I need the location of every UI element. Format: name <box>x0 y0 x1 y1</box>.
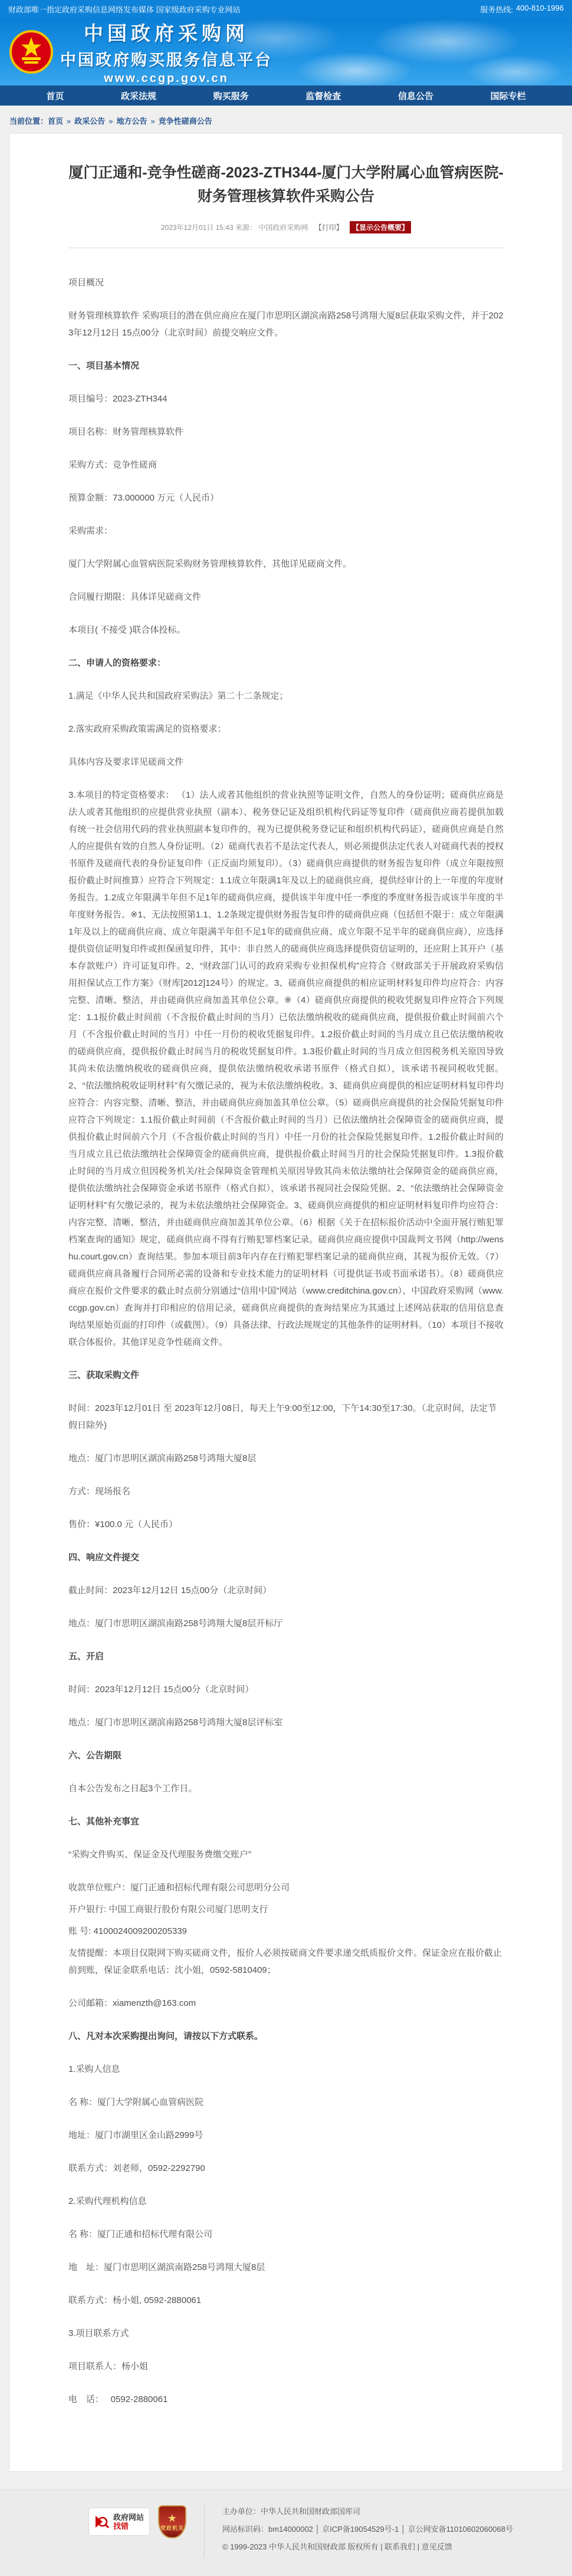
party-gov-badge-label: 党政机关 <box>160 2525 184 2531</box>
footer-divider <box>204 2505 205 2558</box>
shield-star-icon: ★ <box>167 2512 177 2524</box>
breadcrumb-separator: » <box>109 117 113 126</box>
badge-find-line1: 政府网站 <box>113 2513 144 2522</box>
footer-host-line: 主办单位：中华人民共和国财政部国库司 <box>222 2507 361 2516</box>
article-paragraph: 项目概况 <box>68 278 104 288</box>
article-paragraph: 名 称：厦门正通和招标代理有限公司 <box>68 2229 213 2239</box>
print-button[interactable]: 【打印】 <box>314 223 343 232</box>
footer-text <box>222 2505 513 2558</box>
publish-date: 2023年12月01日 15:43 <box>160 223 234 232</box>
article-paragraph: 采购方式：竞争性磋商 <box>68 460 157 470</box>
article-paragraph: 公司邮箱：xiamenzth@163.com <box>68 1998 196 2008</box>
article-paragraph: 合同履行期限：具体详见磋商文件 <box>68 592 202 602</box>
article-paragraph: 2.落实政府采购政策需满足的资格要求： <box>68 724 226 734</box>
site-slogan: 财政部唯一指定政府采购信息网络发布媒体 国家级政府采购专业网站 <box>8 5 241 14</box>
section-heading: 二、申请人的资格要求： <box>68 658 166 668</box>
section-heading: 五、开启 <box>68 1651 104 1662</box>
national-emblem-icon <box>9 30 53 74</box>
article-paragraph: 方式：现场报名 <box>68 1486 131 1496</box>
service-hotline <box>480 4 564 15</box>
section-heading: 八、凡对本次采购提出询问，请按以下方式联系。 <box>68 2031 264 2041</box>
nav-item-purchase-service[interactable]: 购买服务 <box>213 91 249 101</box>
article-paragraph: 地点：厦门市思明区湖滨南路258号鸿翔大厦8层开标厅 <box>68 1618 283 1628</box>
main-nav <box>0 85 572 106</box>
article-paragraph: 收款单位账户：厦门正通和招标代理有限公司思明分公司 <box>68 1883 290 1893</box>
footer-site-code-line: 网站标识码：bm14000002 │ 京ICP备19054529号-1 │ 京公网安备11010602060068号 <box>222 2525 513 2534</box>
show-summary-button[interactable]: 【显示公告概要】 <box>350 221 411 233</box>
article-paragraph: 厦门大学附属心血管病医院采购财务管理核算软件，其他详见磋商文件。 <box>68 559 352 569</box>
breadcrumb-prefix: 当前位置： <box>9 117 48 126</box>
footer-copyright-line: © 1999-2023 中华人民共和国财政部 版权所有 | 联系我们 | 意见反馈 <box>222 2542 452 2551</box>
article-paragraph: 电 话： 0592-2880061 <box>68 2394 168 2404</box>
page-footer <box>0 2489 572 2576</box>
article-paragraph: 本项目( 不接受 )联合体投标。 <box>68 625 186 635</box>
article-paragraph: 预算金额：73.000000 万元（人民币） <box>68 493 219 503</box>
article-paragraph: 时间：2023年12月01日 至 2023年12月08日，每天上午9:00至12:00，下午14:30至17:30。（北京时间，法定节假日除外) <box>68 1403 497 1430</box>
badge-find-line2: 找错 <box>113 2522 129 2531</box>
site-subtitle: 中国政府购买服务信息平台 <box>60 51 272 69</box>
article-paragraph: 联系方式：刘老师，0592-2292790 <box>68 2163 205 2173</box>
article-paragraph: 地点：厦门市思明区湖滨南路258号鸿翔大厦8层 <box>68 1453 257 1463</box>
article-meta <box>68 221 504 233</box>
article-body <box>68 274 504 2408</box>
site-url: www.ccgp.gov.cn <box>104 71 229 85</box>
breadcrumb-link-1[interactable]: 政采公告 <box>74 117 106 126</box>
article-paragraph: 友情提醒：本项目仅限网下购买磋商文件，报价人必须按磋商文件要求递交纸质报价文件。保证金应在报价截止前到账，保证金联系电话：沈小姐，0592-5810409； <box>68 1948 502 1975</box>
party-gov-badge[interactable] <box>158 2505 186 2538</box>
source-name: 中国政府采购网 <box>258 223 308 232</box>
section-heading: 七、其他补充事宜 <box>68 1817 140 1827</box>
article-paragraph: 项目编号：2023-ZTH344 <box>68 394 167 404</box>
nav-item-announcements[interactable]: 信息公告 <box>397 91 433 101</box>
breadcrumb-separator: » <box>150 117 155 126</box>
article-paragraph: 截止时间：2023年12月12日 15点00分（北京时间） <box>68 1585 272 1595</box>
site-logo[interactable] <box>9 18 272 85</box>
article-paragraph: 3.本项目的特定资格要求： （1）法人或者其他组织的营业执照等证明文件，自然人的身份证明；磋商供应商是法人或者其他组织的应提供营业执照（副本）、税务登记证及组织机构代码证等复印件（磋商供应商若提供加载有统一社会信用代码的营业执照副本复印件的，视为已提供税务登记证和组织机构代码证），磋商供应商是自然人的应提供有效的自然人身份证明。（2）磋商代表若不是法定代表人，则必须提供法定代表人对磋商代表的授权书原件及磋商代表的身份证复印件（正反面均须复印）。（3）磋商供应商提供的财务报告复印件（成立年限按照报价截止时间推算）应符合下列规定：1.1成立年限满1年及以上的磋商供应商，提供经审计的上一年度的年度财务报告。1.2成立年限满半年但不足1年的磋商供应商，提供该半年度中任一季度的季度财务报告或该半年度的半年度财务报告。※1、无法按照第1.1、1.2条规定提供财务报告复印件的磋商供应商（包括但不限于：成立年限满1年及以上的磋商供应商、成立年限满半年但不足1年的磋商供应商、成立年限不足半年的磋商供应商），应选择提供资信证明复印件或担保函复印件，其中：非自然人的磋商供应商选择提供资信证明的，还应附上其开户（基本存款账户）许可证复印件。2、“财政部门认可的政府采购专业担保机构”应符合《财政部关于开展政府采购信用担保试点工作方案》（财库[2012]124号）的规定。3、磋商供应商提供的相应证明材料复印件均应符合：内容完整、清晰、整洁，并由磋商供应商加盖其单位公章。※（4）磋商供应商提供的税收凭据复印件应符合下列规定：1.1报价截止时间前（不含报价截止时间的当月）已依法缴纳税收的磋商供应商，提供报价截止时间前六个月（不含报价截止时间的当月）中任一月份的税收凭据复印件。1.2报价截止时间的当月成立且已依法缴纳税收的磋商供应商，提供报价截止时间当月的税收凭据复印件。1.3报价截止时间的当月成立但因税务机关原因导致其尚未依法缴纳税收的磋商供应商，提供依法缴纳税收承诺书原件（格式自拟），该承诺书视同税收凭据。2、“依法缴纳税收证明材料”有欠缴记录的，视为未依法缴纳税收。3、磋商供应商提供的相应证明材料复印件均应符合：内容完整、清晰、整洁，并由磋商供应商加盖其单位公章。（5）磋商供应商提供的社会保险凭据复印件应符合下列规定：1.1报价截止时间前（不含报价截止时间的当月）已依法缴纳社会保障资金的磋商供应商，提供报价截止时间前六个月（不含报价截止时间的当月）中任一月份的社会保险凭据复印件。1.2报价截止时间的当月成立且已依法缴纳社会保障资金的磋商供应商，提供报价截止时间当月的社会保险凭据复印件。1.3报价截止时间的当月成立但因税务机关/社会保障资金管理机关原因导致其尚未依法缴纳社会保障资金的磋商供应商，提供依法缴纳社会保障资金承诺书原件（格式自拟），该承诺书视同社会保险凭据。2、“依法缴纳社会保障资金证明材料”有欠缴记录的，视为未依法缴纳社会保障资金。3、磋商供应商提供的相应证明材料复印件均应符合：内容完整、清晰、整洁，并由磋商供应商加盖其单位公章。（6）根据《关于在招标报价活动中全面开展行贿犯罪档案查询的通知》规定，磋商供应商不得有行贿犯罪档案记录。磋商供应商应提供中国裁判文书网（http://wenshu.court.gov.cn）查询结果。参加本项目前3年内存在行贿犯罪档案记录的磋商供应商，其视为报价无效。（7）磋商供应商具备履行合同所必需的设备和专业技术能力的证明材料（可提供证书或书面承诺书）。（8）磋商供应商应在报价文件要求的截止时点前分别通过“信用中国”网站（www.creditchina.gov.cn）、中国政府采购网（www.ccgp.gov.cn）查询并打印相应的信用记录，磋商供应商提供的查询结果应为其通过上述网站获取的信用信息查询结果原始页面的打印件（或截图）。（9）具备法律、行政法规规定的其他条件的证明材料。（10）本项目不接收联合体报价。其他详见竞争性磋商文件。 <box>68 790 504 1347</box>
page-title: 厦门正通和-竞争性磋商-2023-ZTH344-厦门大学附属心血管病医院-财务管理核算软件采购公告 <box>68 165 504 205</box>
article-paragraph: 1.采购人信息 <box>68 2064 120 2074</box>
article-paragraph: 售价：¥100.0 元（人民币） <box>68 1519 178 1529</box>
article-paragraph: 1.满足《中华人民共和国政府采购法》第二十二条规定； <box>68 691 288 701</box>
nav-item-regulations[interactable]: 政采法规 <box>120 91 156 101</box>
article-paragraph: 名 称：厦门大学附属心血管病医院 <box>68 2097 204 2107</box>
article-paragraph: 开户银行: 中国工商银行股份有限公司厦门思明支行 <box>68 1904 268 1914</box>
hotline-number: 400-810-1996 <box>516 3 564 12</box>
breadcrumb-link-2[interactable]: 地方公告 <box>116 117 147 126</box>
article-paragraph: 时间：2023年12月12日 15点00分（北京时间） <box>68 1685 254 1695</box>
nav-item-home[interactable]: 首页 <box>46 91 64 101</box>
article-paragraph: 联系方式：杨小姐, 0592-2880061 <box>68 2295 202 2305</box>
breadcrumb <box>0 106 572 133</box>
footer-badges <box>88 2505 186 2538</box>
section-heading: 一、项目基本情况 <box>68 361 140 371</box>
article-paragraph: 3.项目联系方式 <box>68 2328 129 2338</box>
article-paragraph: 地点：厦门市思明区湖滨南路258号鸿翔大厦8层评标室 <box>68 1718 283 1728</box>
site-header-banner <box>0 18 572 85</box>
site-title-block <box>60 18 272 85</box>
hotline-label: 服务热线: <box>480 5 514 14</box>
breadcrumb-link-0[interactable]: 首页 <box>48 117 64 126</box>
article-paragraph: 采购需求： <box>68 526 113 536</box>
article-paragraph: 项目联系人：杨小姐 <box>68 2361 149 2371</box>
article-paragraph: 账 号: 4100024009200205339 <box>68 1926 188 1936</box>
announcement-card <box>9 133 563 2472</box>
site-error-report-badge[interactable] <box>88 2508 150 2536</box>
article-paragraph: 具体内容及要求详见磋商文件 <box>68 757 184 767</box>
magnifier-icon <box>94 2514 110 2529</box>
nav-item-international[interactable]: 国际专栏 <box>490 91 526 101</box>
section-heading: 六、公告期限 <box>68 1751 122 1761</box>
article-paragraph: 自本公告发布之日起3个工作日。 <box>68 1784 198 1794</box>
section-heading: 四、响应文件提交 <box>68 1552 140 1562</box>
section-heading: 三、获取采购文件 <box>68 1370 140 1380</box>
article-paragraph: 地 址：厦门市思明区湖滨南路258号鸿翔大厦8层 <box>68 2262 265 2272</box>
article-paragraph: 地址：厦门市湖里区金山路2999号 <box>68 2130 203 2140</box>
source-label: 来源： <box>235 223 257 232</box>
site-title: 中国政府采购网 <box>84 22 249 44</box>
article-paragraph: 财务管理核算软件 采购项目的潜在供应商应在厦门市思明区湖滨南路258号鸿翔大厦8层获取采购文件，并于2023年12月12日 15点00分（北京时间）前提交响应文件。 <box>68 311 504 338</box>
article-paragraph: 2.采购代理机构信息 <box>68 2196 147 2206</box>
article-paragraph: “采购文件购买、保证金及代理服务费缴交账户” <box>68 1850 251 1860</box>
article-paragraph: 项目名称：财务管理核算软件 <box>68 427 184 437</box>
top-utility-bar <box>0 0 572 18</box>
breadcrumb-link-3[interactable]: 竞争性磋商公告 <box>158 117 212 126</box>
nav-item-supervision[interactable]: 监督检查 <box>305 91 341 101</box>
breadcrumb-separator: » <box>67 117 71 126</box>
